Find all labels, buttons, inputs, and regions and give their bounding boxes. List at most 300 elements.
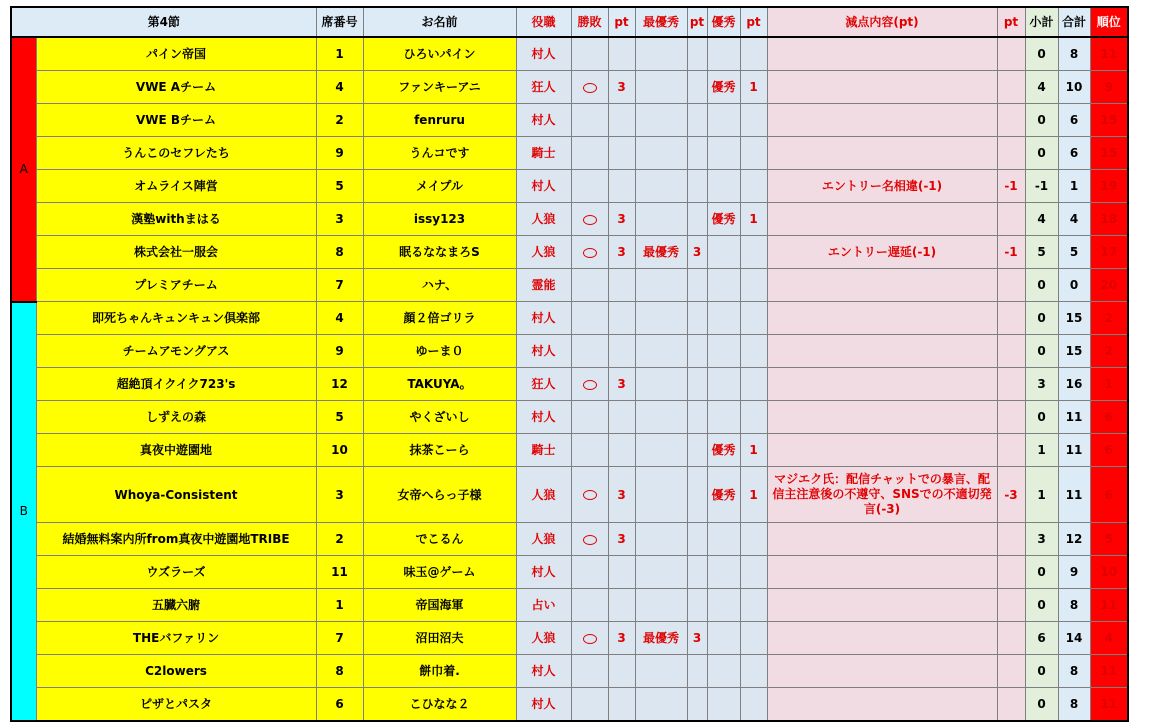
pt-cell [740,104,767,137]
name-cell: 抹茶こーら [363,434,516,467]
team-cell: Whoya-Consistent [36,467,316,523]
penalty-cell [767,269,997,302]
penalty-header: 減点内容(pt) [767,7,997,37]
name-cell: うんコです [363,137,516,170]
team-cell: プレミアチーム [36,269,316,302]
penalty-pt-cell: -1 [997,170,1025,203]
team-cell: ウズラーズ [36,556,316,589]
penalty-cell [767,401,997,434]
pt-cell [687,269,707,302]
total-cell: 8 [1058,655,1090,688]
win-cell [571,170,608,203]
total-cell: 14 [1058,622,1090,655]
penalty-cell [767,37,997,71]
best-cell [635,137,687,170]
table-row [11,37,1128,71]
name-cell: 眠るななまろS [363,236,516,269]
pt-cell [740,368,767,401]
best-cell [635,203,687,236]
pt-cell [687,170,707,203]
subtotal-cell: 0 [1025,401,1058,434]
name-cell: TAKUYA。 [363,368,516,401]
best-cell: 最優秀 [635,236,687,269]
role-cell: 村人 [516,556,571,589]
team-cell: 漢塾withまはる [36,203,316,236]
penalty-cell: エントリー遅延(-1) [767,236,997,269]
penalty-cell [767,688,997,722]
pt-cell: 3 [608,523,635,556]
good-cell [707,688,740,722]
total-cell: 8 [1058,688,1090,722]
seat-header: 席番号 [316,7,363,37]
seat-cell: 5 [316,401,363,434]
subtotal-cell: 4 [1025,203,1058,236]
pt-cell: 3 [608,71,635,104]
name-header: お名前 [363,7,516,37]
name-cell: 帝国海軍 [363,589,516,622]
subtotal-cell: 1 [1025,434,1058,467]
team-cell: C2lowers [36,655,316,688]
pt-cell [687,523,707,556]
win-cell [571,335,608,368]
pt-cell: 3 [608,203,635,236]
pt-cell [740,335,767,368]
good-cell [707,655,740,688]
pt-cell [608,302,635,335]
penalty-cell [767,302,997,335]
win-cell [571,71,608,104]
team-cell: しずえの森 [36,401,316,434]
pt-cell [740,589,767,622]
role-cell: 人狼 [516,622,571,655]
pt-cell: 1 [740,467,767,523]
subtotal-cell: 6 [1025,622,1058,655]
name-cell: ひろいパイン [363,37,516,71]
pt-header-2: pt [687,7,707,37]
role-cell: 霊能 [516,269,571,302]
team-cell: 株式会社一服会 [36,236,316,269]
name-cell: ゆーま０ [363,335,516,368]
table-row [11,688,1128,722]
penalty-pt-cell [997,401,1025,434]
pt-cell: 3 [608,467,635,523]
name-cell: こひなな２ [363,688,516,722]
pt-cell: 3 [608,622,635,655]
pt-cell [687,137,707,170]
total-cell: 12 [1058,523,1090,556]
table-row [11,622,1128,655]
subtotal-cell: 1 [1025,467,1058,523]
name-cell: 顔２倍ゴリラ [363,302,516,335]
best-cell [635,368,687,401]
role-cell: 村人 [516,655,571,688]
best-cell [635,467,687,523]
penalty-cell: エントリー名相違(-1) [767,170,997,203]
seat-cell: 8 [316,655,363,688]
subtotal-cell: 0 [1025,37,1058,71]
pt-cell: 1 [740,434,767,467]
penalty-pt-cell [997,434,1025,467]
role-cell: 村人 [516,37,571,71]
good-cell [707,523,740,556]
win-circle-icon [583,634,597,644]
total-cell: 6 [1058,137,1090,170]
subtotal-cell: 3 [1025,368,1058,401]
role-cell: 狂人 [516,368,571,401]
win-circle-icon [583,535,597,545]
seat-cell: 1 [316,589,363,622]
win-cell [571,37,608,71]
subtotal-cell: 0 [1025,269,1058,302]
total-cell: 15 [1058,302,1090,335]
best-header: 最優秀 [635,7,687,37]
rank-cell: 11 [1090,37,1128,71]
penalty-cell [767,71,997,104]
pt-cell [608,37,635,71]
win-cell [571,622,608,655]
penalty-cell [767,556,997,589]
seat-cell: 10 [316,434,363,467]
best-cell [635,589,687,622]
pt-cell [608,401,635,434]
total-cell: 1 [1058,170,1090,203]
penalty-cell [767,434,997,467]
seat-cell: 2 [316,104,363,137]
table-row [11,335,1128,368]
rank-cell: 17 [1090,236,1128,269]
pt-cell [740,523,767,556]
team-cell: 即死ちゃんキュンキュン倶楽部 [36,302,316,335]
team-cell: 真夜中遊園地 [36,434,316,467]
pt-cell [687,655,707,688]
table-row [11,302,1128,335]
best-cell [635,302,687,335]
role-cell: 占い [516,589,571,622]
pt-cell [687,688,707,722]
subtotal-cell: 0 [1025,556,1058,589]
best-cell [635,269,687,302]
pt-cell [608,556,635,589]
pt-cell [608,434,635,467]
pt-cell: 3 [608,236,635,269]
group-label: A [11,37,36,302]
pt-cell [687,401,707,434]
penalty-pt-cell [997,137,1025,170]
seat-cell: 3 [316,203,363,236]
seat-cell: 7 [316,269,363,302]
pt-cell [608,589,635,622]
team-cell: うんこのセフレたち [36,137,316,170]
win-circle-icon [583,215,597,225]
win-cell [571,556,608,589]
win-cell [571,137,608,170]
pt-cell [740,556,767,589]
subtotal-cell: 5 [1025,236,1058,269]
pt-cell: 3 [687,236,707,269]
team-cell: 超絶頂イクイク723's [36,368,316,401]
role-cell: 人狼 [516,203,571,236]
seat-cell: 6 [316,688,363,722]
table-row [11,523,1128,556]
good-cell [707,401,740,434]
pt-cell [608,137,635,170]
role-cell: 村人 [516,401,571,434]
penalty-pt-cell [997,622,1025,655]
header-row [11,7,1128,37]
win-header: 勝敗 [571,7,608,37]
seat-cell: 9 [316,137,363,170]
penalty-cell [767,335,997,368]
name-cell: 味玉@ゲーム [363,556,516,589]
pt-cell [740,170,767,203]
good-cell [707,137,740,170]
table-row [11,401,1128,434]
pt-cell [687,589,707,622]
subtotal-cell: -1 [1025,170,1058,203]
best-cell: 最優秀 [635,622,687,655]
win-circle-icon [583,248,597,258]
rank-cell: 2 [1090,302,1128,335]
table-row [11,434,1128,467]
pt-cell [687,368,707,401]
pt-cell [608,104,635,137]
win-cell [571,236,608,269]
best-cell [635,170,687,203]
win-cell [571,688,608,722]
rank-cell: 19 [1090,170,1128,203]
best-cell [635,688,687,722]
total-cell: 16 [1058,368,1090,401]
penalty-cell [767,622,997,655]
win-cell [571,203,608,236]
pt-header-1: pt [608,7,635,37]
good-cell [707,368,740,401]
penalty-pt-cell [997,269,1025,302]
table-row [11,170,1128,203]
penalty-cell [767,368,997,401]
team-cell: 結婚無料案内所from真夜中遊園地TRIBE [36,523,316,556]
penalty-pt-cell [997,655,1025,688]
penalty-pt-cell: -1 [997,236,1025,269]
seat-cell: 12 [316,368,363,401]
win-cell [571,655,608,688]
subtotal-cell: 0 [1025,655,1058,688]
penalty-cell [767,655,997,688]
good-cell [707,104,740,137]
pt-cell [740,137,767,170]
total-cell: 8 [1058,37,1090,71]
pt-cell [608,269,635,302]
rank-cell: 9 [1090,71,1128,104]
total-cell: 9 [1058,556,1090,589]
table-row [11,269,1128,302]
best-cell [635,37,687,71]
seat-cell: 8 [316,236,363,269]
pt-cell [687,71,707,104]
name-cell: ファンキーアニ [363,71,516,104]
pt-cell [740,269,767,302]
role-cell: 村人 [516,335,571,368]
subtotal-cell: 3 [1025,523,1058,556]
rank-cell: 1 [1090,368,1128,401]
pt-cell: 3 [608,368,635,401]
name-cell: fenruru [363,104,516,137]
rank-cell: 11 [1090,589,1128,622]
pt-header-4: pt [997,7,1025,37]
team-cell: オムライス陣営 [36,170,316,203]
penalty-pt-cell [997,523,1025,556]
win-cell [571,269,608,302]
best-cell [635,401,687,434]
name-cell: 女帝へらっ子様 [363,467,516,523]
good-cell [707,589,740,622]
pt-cell [687,434,707,467]
pt-cell [740,236,767,269]
table-row [11,137,1128,170]
penalty-pt-cell [997,688,1025,722]
win-circle-icon [583,490,597,500]
pt-cell [740,655,767,688]
good-cell [707,622,740,655]
table-row [11,203,1128,236]
penalty-pt-cell: -3 [997,467,1025,523]
subtotal-cell: 0 [1025,688,1058,722]
penalty-pt-cell [997,203,1025,236]
best-cell [635,655,687,688]
penalty-cell [767,137,997,170]
rank-cell: 11 [1090,688,1128,722]
pt-cell [687,104,707,137]
good-header: 優秀 [707,7,740,37]
pt-cell [608,655,635,688]
rank-cell: 4 [1090,622,1128,655]
total-header: 合計 [1058,7,1090,37]
win-cell [571,589,608,622]
role-cell: 村人 [516,104,571,137]
win-cell [571,302,608,335]
best-cell [635,71,687,104]
seat-cell: 7 [316,622,363,655]
best-cell [635,556,687,589]
rank-cell: 6 [1090,401,1128,434]
rank-cell: 6 [1090,467,1128,523]
pt-cell: 1 [740,203,767,236]
pt-cell [687,335,707,368]
total-cell: 15 [1058,335,1090,368]
good-cell [707,269,740,302]
name-cell: ハナ、 [363,269,516,302]
penalty-pt-cell [997,368,1025,401]
table-row [11,236,1128,269]
good-cell: 優秀 [707,434,740,467]
total-cell: 0 [1058,269,1090,302]
good-cell [707,302,740,335]
role-cell: 人狼 [516,236,571,269]
subtotal-cell: 0 [1025,104,1058,137]
total-cell: 4 [1058,203,1090,236]
penalty-pt-cell [997,302,1025,335]
score-table [10,6,1129,722]
pt-cell [608,688,635,722]
role-cell: 村人 [516,170,571,203]
good-cell [707,335,740,368]
table-body [11,37,1128,721]
name-cell: やくざいし [363,401,516,434]
team-cell: VWE Aチーム [36,71,316,104]
win-circle-icon [583,380,597,390]
seat-cell: 3 [316,467,363,523]
good-cell [707,556,740,589]
seat-cell: 4 [316,71,363,104]
pt-cell [687,37,707,71]
pt-cell [740,622,767,655]
rank-cell: 15 [1090,104,1128,137]
team-cell: 五臓六腑 [36,589,316,622]
good-cell [707,236,740,269]
penalty-cell [767,589,997,622]
pt-cell [740,401,767,434]
penalty-cell [767,104,997,137]
win-cell [571,523,608,556]
name-cell: メイプル [363,170,516,203]
subtotal-header: 小計 [1025,7,1058,37]
seat-cell: 2 [316,523,363,556]
total-cell: 11 [1058,467,1090,523]
role-cell: 狂人 [516,71,571,104]
table-row [11,467,1128,523]
penalty-cell [767,523,997,556]
rank-cell: 10 [1090,556,1128,589]
pt-cell [608,335,635,368]
win-cell [571,368,608,401]
name-cell: でこるん [363,523,516,556]
seat-cell: 11 [316,556,363,589]
subtotal-cell: 0 [1025,137,1058,170]
good-cell: 優秀 [707,467,740,523]
group-label: B [11,302,36,722]
penalty-pt-cell [997,104,1025,137]
table-row [11,556,1128,589]
role-cell: 人狼 [516,523,571,556]
penalty-cell [767,203,997,236]
penalty-cell: マジエク氏：配信チャットでの暴言、配信主注意後の不遵守、SNSでの不適切発言(-3) [767,467,997,523]
total-cell: 6 [1058,104,1090,137]
pt-cell [740,302,767,335]
pt-cell [687,302,707,335]
name-cell: 餅巾着. [363,655,516,688]
best-cell [635,335,687,368]
round-header: 第4節 [11,7,316,37]
pt-cell [687,556,707,589]
penalty-pt-cell [997,335,1025,368]
best-cell [635,434,687,467]
team-cell: VWE Bチーム [36,104,316,137]
seat-cell: 9 [316,335,363,368]
role-cell: 村人 [516,302,571,335]
subtotal-cell: 0 [1025,302,1058,335]
table-row [11,104,1128,137]
penalty-pt-cell [997,556,1025,589]
rank-cell: 5 [1090,523,1128,556]
penalty-pt-cell [997,589,1025,622]
pt-cell [687,203,707,236]
win-cell [571,104,608,137]
rank-cell: 20 [1090,269,1128,302]
good-cell: 優秀 [707,203,740,236]
total-cell: 11 [1058,401,1090,434]
table-row [11,368,1128,401]
best-cell [635,523,687,556]
